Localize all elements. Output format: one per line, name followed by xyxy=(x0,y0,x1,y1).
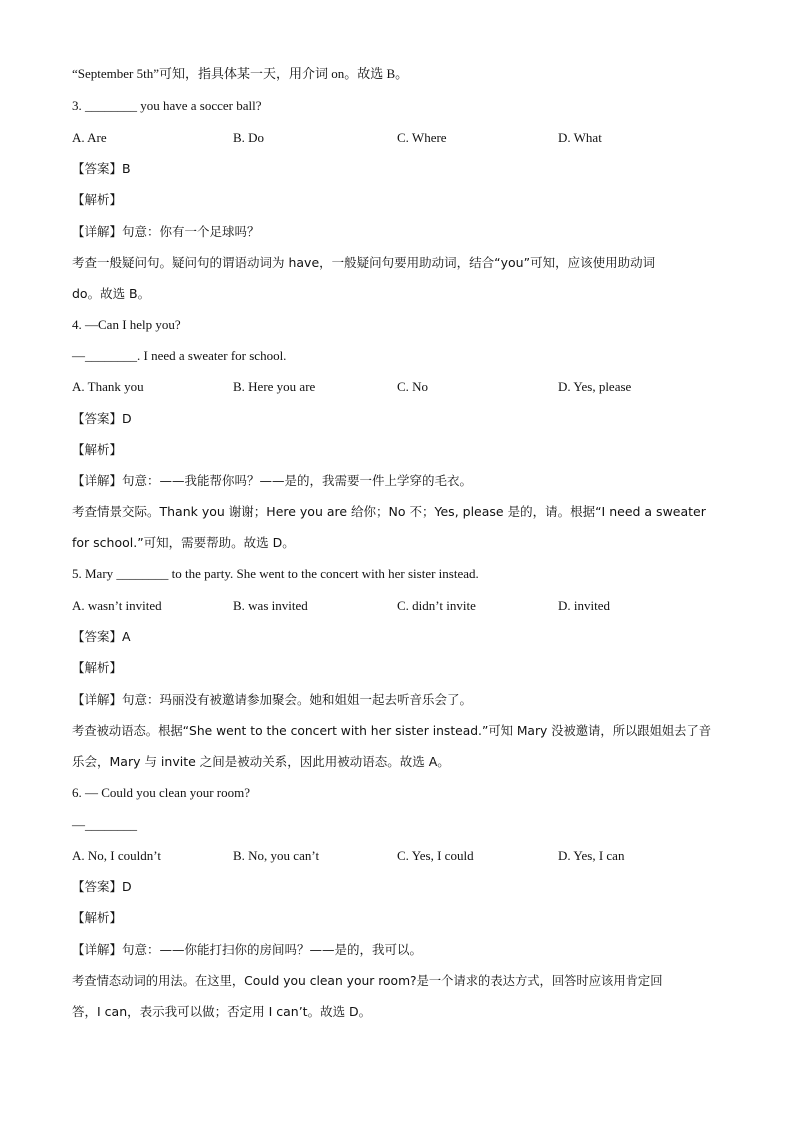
option-d: D. Yes, I can xyxy=(558,848,625,863)
answer-label: 【答案】A xyxy=(72,629,131,644)
analysis-label: 【解析】 xyxy=(72,660,123,675)
detail-line: 【详解】句意：——你能打扫你的房间吗？——是的，我可以。 xyxy=(72,942,423,957)
option-d: D. What xyxy=(558,130,602,145)
option-b: B. Do xyxy=(233,130,265,145)
option-a: A. wasn’t invited xyxy=(72,598,162,613)
option-b: B. was invited xyxy=(233,598,308,613)
question-5: 5. Mary ________ to the party. She went to the concert with her sister instead. xyxy=(72,566,479,581)
explanation-line: 考查情态动词的用法。在这里，Could you clean your room?是一个请求的表达方式，回答时应该用肯定回 xyxy=(72,974,663,988)
option-c: C. didn’t invite xyxy=(397,598,476,613)
option-d: D. Yes, please xyxy=(558,379,632,394)
answer-label: 【答案】B xyxy=(72,161,131,176)
option-c: C. Where xyxy=(397,130,447,145)
question-6: 6. — Could you clean your room? xyxy=(72,785,250,800)
option-b: B. Here you are xyxy=(233,379,316,394)
answer-label: 【答案】D xyxy=(72,879,132,894)
explanation-line: for school.”可知，需要帮助。故选 D。 xyxy=(72,535,295,550)
question-4-line2: —________. I need a sweater for school. xyxy=(72,348,287,363)
option-a: A. No, I couldn’t xyxy=(72,848,161,863)
answer-label: 【答案】D xyxy=(72,411,132,426)
analysis-label: 【解析】 xyxy=(72,910,123,925)
option-c: C. Yes, I could xyxy=(397,848,474,863)
option-d: D. invited xyxy=(558,598,610,613)
question-6-line2: —________ xyxy=(72,817,137,832)
option-b: B. No, you can’t xyxy=(233,848,320,863)
option-a: A. Are xyxy=(72,130,107,145)
analysis-label: 【解析】 xyxy=(72,192,123,207)
explanation-line: 乐会，Mary 与 invite 之间是被动关系，因此用被动语态。故选 A。 xyxy=(72,754,450,769)
option-a: A. Thank you xyxy=(72,379,144,394)
option-c: C. No xyxy=(397,379,429,394)
detail-line: 【详解】句意：你有一个足球吗？ xyxy=(72,224,260,239)
explanation-line: 答，I can，表示我可以做；否定用 I can’t。故选 D。 xyxy=(72,1004,372,1019)
text-line: “September 5th”可知，指具体某一天，用介词 on。故选 B。 xyxy=(72,66,409,81)
explanation-line: 考查一般疑问句。疑问句的谓语动词为 have，一般疑问句要用助动词，结合“you”可知，应该使用助动词 xyxy=(72,255,656,270)
question-4: 4. —Can I help you? xyxy=(72,317,181,332)
explanation-line: 考查情景交际。Thank you 谢谢；Here you are 给你；No 不；Yes, please 是的，请。根据“I need a sweater xyxy=(72,504,706,519)
analysis-label: 【解析】 xyxy=(72,442,123,457)
explanation-line: do。故选 B。 xyxy=(72,286,151,301)
question-3: 3. ________ you have a soccer ball? xyxy=(72,98,262,113)
explanation-line: 考查被动语态。根据“She went to the concert with her sister instead.”可知 Mary 没被邀请，所以跟姐姐去了音 xyxy=(72,724,712,738)
detail-line: 【详解】句意：——我能帮你吗？——是的，我需要一件上学穿的毛衣。 xyxy=(72,473,473,488)
detail-line: 【详解】句意：玛丽没有被邀请参加聚会。她和姐姐一起去听音乐会了。 xyxy=(72,692,473,707)
